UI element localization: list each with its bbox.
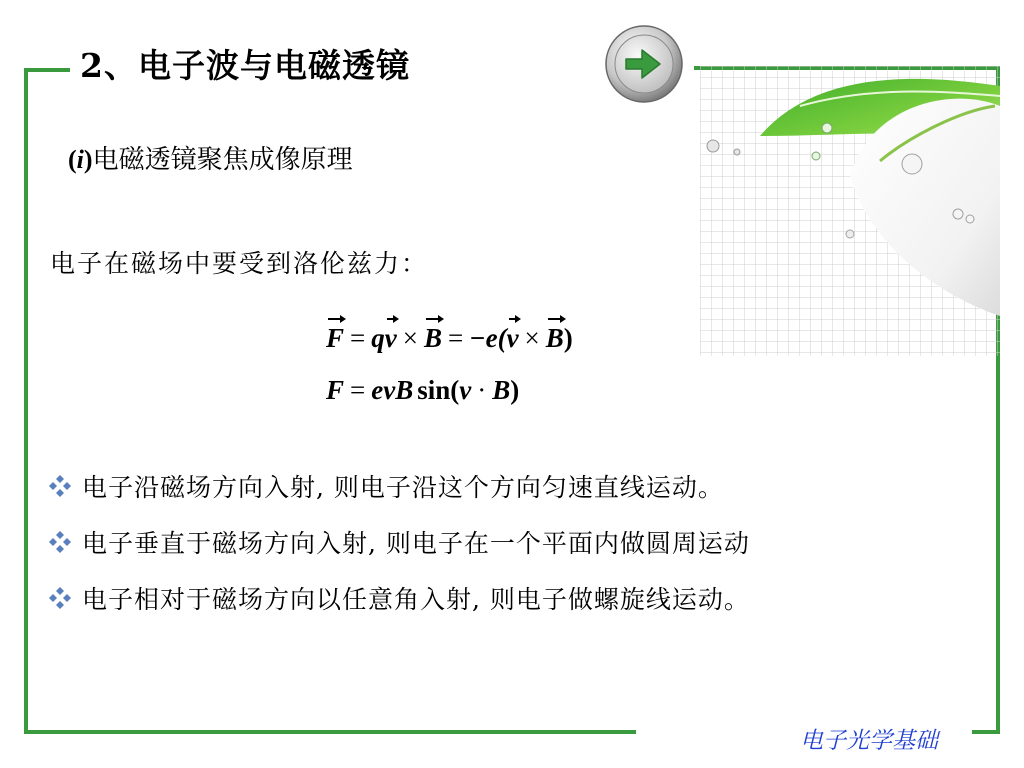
frame-bottom-line [24,730,636,734]
bullet-list [48,458,750,626]
leaf-grid-decoration [700,66,1000,356]
formula-lorentz-magnitude: F = evB sin(v · B) [326,375,520,405]
diamond-bullet-icon [48,586,82,610]
list-item [48,514,750,570]
frame-bottom-right-line [972,730,1000,734]
subtitle-text: 电磁透镜聚焦成像原理 [92,145,353,175]
formula-lorentz-vector: F = qv × B = −e(v × B) [326,316,573,368]
bullet-text: 电子垂直于磁场方向入射, 则电子在一个平面内做圆周运动 [82,529,750,558]
bullet-text: 电子相对于磁场方向以任意角入射, 则电子做螺旋线运动。 [82,585,750,614]
list-item [48,458,750,514]
diamond-bullet-icon [48,530,82,554]
diamond-bullet-icon [48,474,82,498]
list-item [48,570,750,626]
formula-block [326,316,573,420]
bullet-text: 电子沿磁场方向入射, 则电子沿这个方向匀速直线运动。 [82,473,724,502]
slide-title: 2、电子波与电磁透镜 [80,46,410,85]
frame-left-line [24,68,28,734]
next-slide-button[interactable] [604,24,684,104]
intro-text: 电子在磁场中要受到洛伦兹力： [50,249,429,278]
subtitle-index: (i) [68,145,93,174]
section-subtitle [68,139,353,176]
footer-course-title: 电子光学基础 [800,728,938,754]
frame-top-left-line [24,68,70,72]
